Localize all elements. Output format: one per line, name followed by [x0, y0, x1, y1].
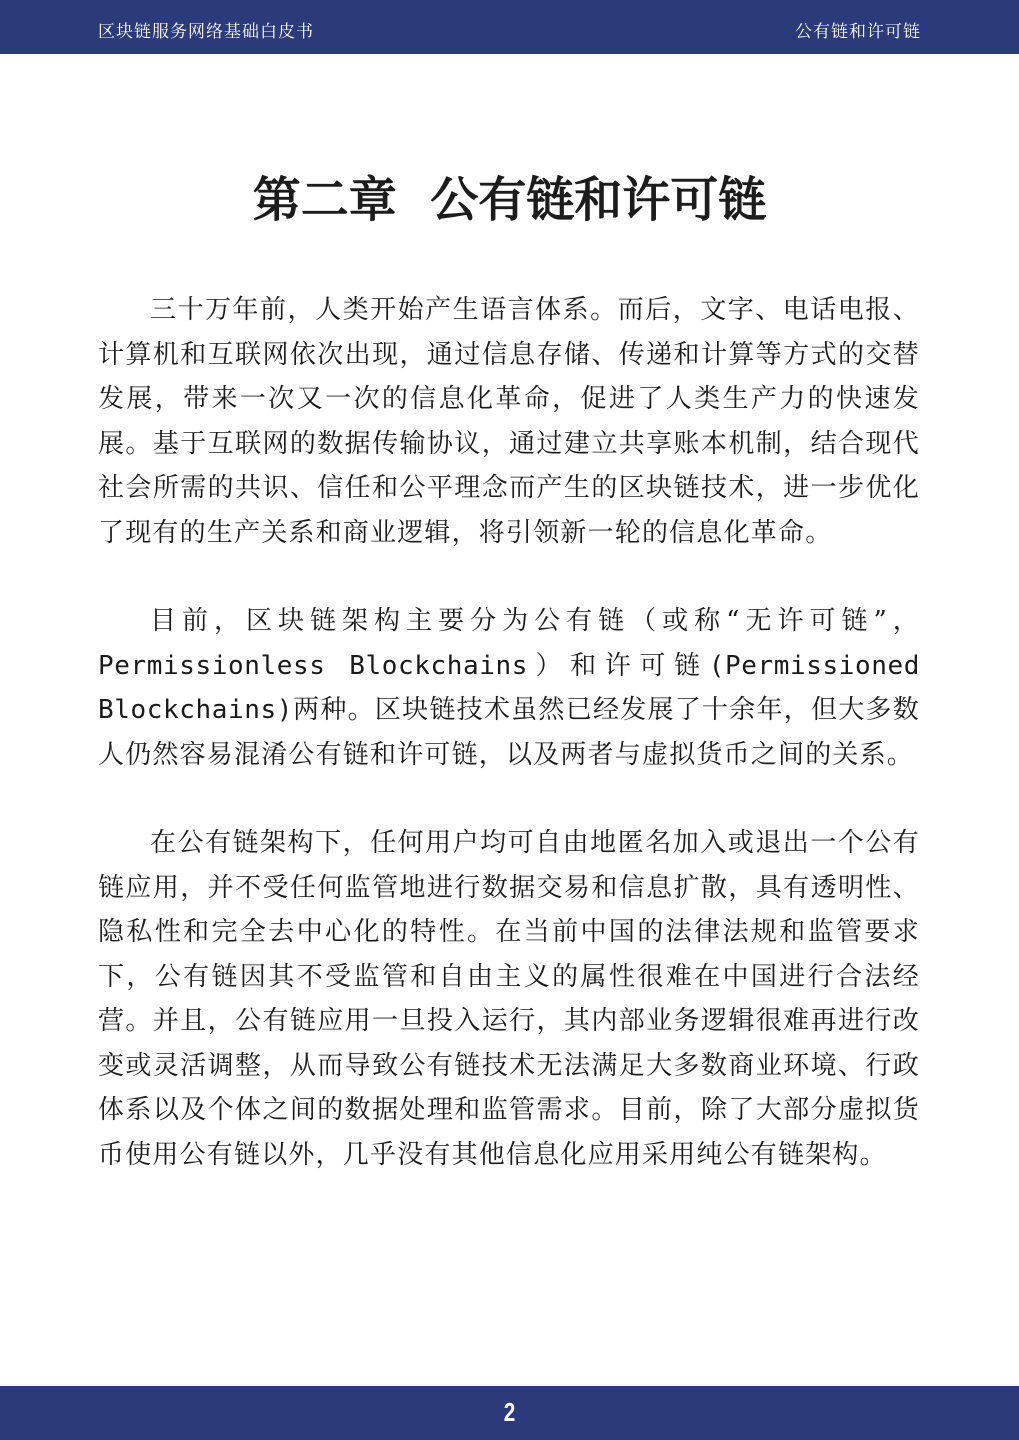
- page-number: 2: [503, 1397, 516, 1427]
- paragraph-2-text-a: 目前，区块链架构主要分为公有链（或称“无许可链”，: [150, 606, 920, 636]
- chapter-heading: 第二章 公有链和许可链: [252, 172, 767, 228]
- paragraph-2-term-b: (Permissioned Blockchains): [98, 650, 920, 725]
- paragraph-2: [98, 599, 920, 777]
- section-title: 公有链和许可链: [795, 22, 921, 42]
- document-title: 区块链服务网络基础白皮书: [98, 22, 314, 42]
- paragraph-1: 三十万年前，人类开始产生语言体系。而后，文字、电话电报、计算机和互联网依次出现，通过信息存储、传递和计算等方式的交替发展，带来一次又一次的信息化革命，促进了人类生产力的快速发展。基于互联网的数据传输协议，通过建立共享账本机制，结合现代社会所需的共识、信任和公平理念而产生的区块链技术，进一步优化了现有的生产关系和商业逻辑，将引领新一轮的信息化革命。: [98, 295, 920, 548]
- page-footer: [0, 1386, 1019, 1440]
- paragraph-2-text-b: ）和许可链: [528, 650, 709, 681]
- body-text: [98, 288, 920, 1221]
- paragraph-3: 在公有链架构下，任何用户均可自由地匿名加入或退出一个公有链应用，并不受任何监管地进行数据交易和信息扩散，具有透明性、隐私性和完全去中心化的特性。在当前中国的法律法规和监管要求下，公有链因其不受监管和自由主义的属性很难在中国进行合法经营。并且，公有链应用一旦投入运行，其内部业务逻辑很难再进行改变或灵活调整，从而导致公有链技术无法满足大多数商业环境、行政体系以及个体之间的数据处理和监管需求。目前，除了大部分虚拟货币使用公有链以外，几乎没有其他信息化应用采用纯公有链架构。: [98, 828, 920, 1170]
- paragraph-2-text-c: 两种。区块链技术虽然已经发展了十余年，但大多数人仍然容易混淆公有链和许可链，以及两者与虚拟货币之间的关系。: [98, 695, 920, 770]
- running-header: [0, 0, 1019, 54]
- paragraph-2-term-a: Permissionless Blockchains: [98, 650, 529, 681]
